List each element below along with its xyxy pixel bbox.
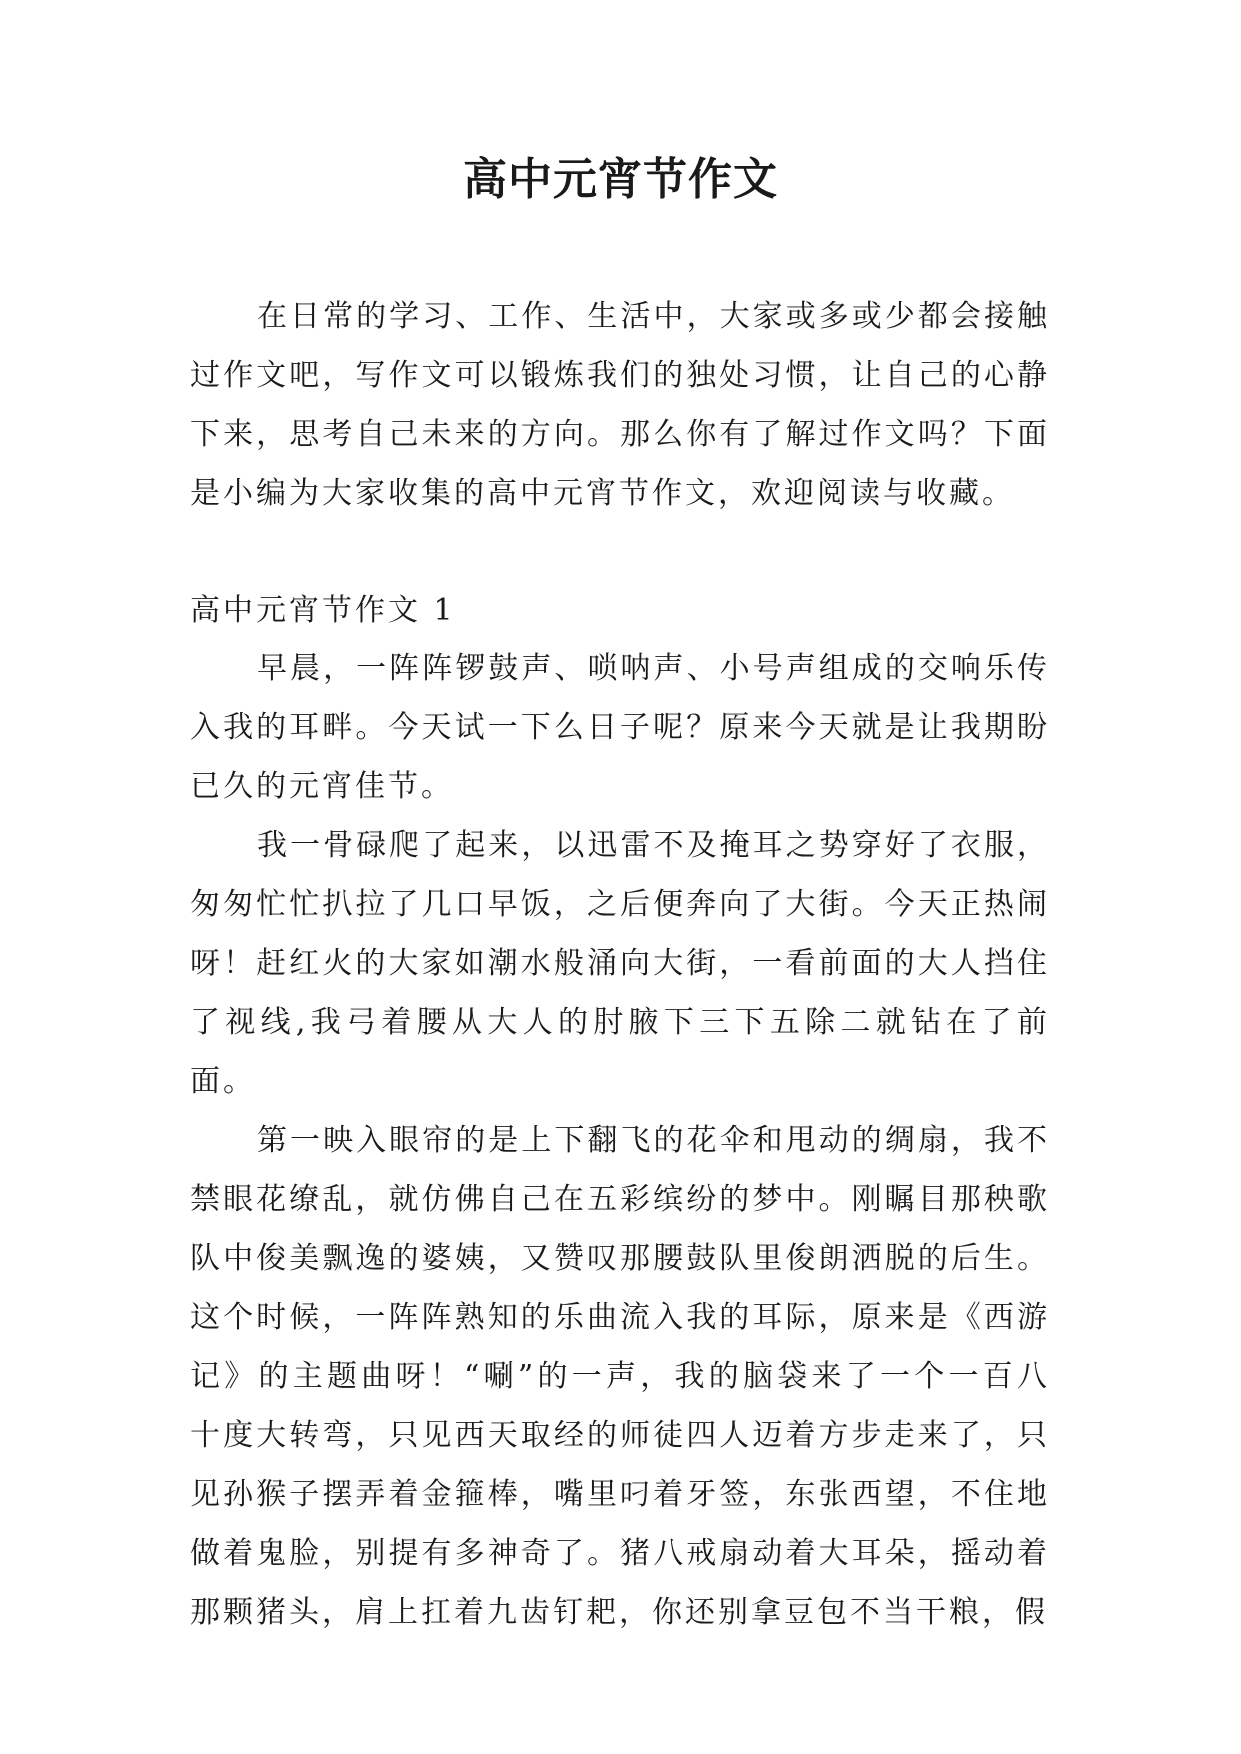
essay-body <box>190 639 1050 1642</box>
intro-paragraph: 在日常的学习、工作、生活中，大家或多或少都会接触过作文吧，写作文可以锻炼我们的独处习惯，让自己的心静下来，思考自己未来的方向。那么你有了解过作文吗？下面是小编为大家收集的高中元宵节作文，欢迎阅读与收藏。 <box>190 299 1050 511</box>
intro-section <box>190 287 1050 523</box>
essay-paragraph: 我一骨碌爬了起来，以迅雷不及掩耳之势穿好了衣服，匆匆忙忙扒拉了几口早饭，之后便奔向了大街。今天正热闹呀！赶红火的大家如潮水般涌向大街，一看前面的大人挡住了视线,我弓着腰从大人的肘腋下三下五除二就钻在了前面。 <box>190 828 1050 1099</box>
section-heading: 高中元宵节作文 1 <box>190 593 456 628</box>
document-title: 高中元宵节作文 <box>463 154 778 205</box>
essay-paragraph: 第一映入眼帘的是上下翻飞的花伞和甩动的绸扇，我不禁眼花缭乱，就仿佛自己在五彩缤纷的梦中。刚瞩目那秧歌队中俊美飘逸的婆姨，又赞叹那腰鼓队里俊朗洒脱的后生。这个时候，一阵阵熟知的乐曲流入我的耳际，原来是《西游记》的主题曲呀！“唰”的一声，我的脑袋来了一个一百八十度大转弯，只见西天取经的师徒四人迈着方步走来了，只见孙猴子摆弄着金箍棒，嘴里叼着牙签，东张西望，不住地做着鬼脸，别提有多神奇了。猪八戒扇动着大耳朵，摇动着那颗猪头，肩上扛着九齿钉耙，你还别拿豆包不当干粮，假 <box>190 1123 1050 1630</box>
essay-paragraph: 早晨，一阵阵锣鼓声、唢呐声、小号声组成的交响乐传入我的耳畔。今天试一下么日子呢？原来今天就是让我期盼已久的元宵佳节。 <box>190 651 1050 804</box>
